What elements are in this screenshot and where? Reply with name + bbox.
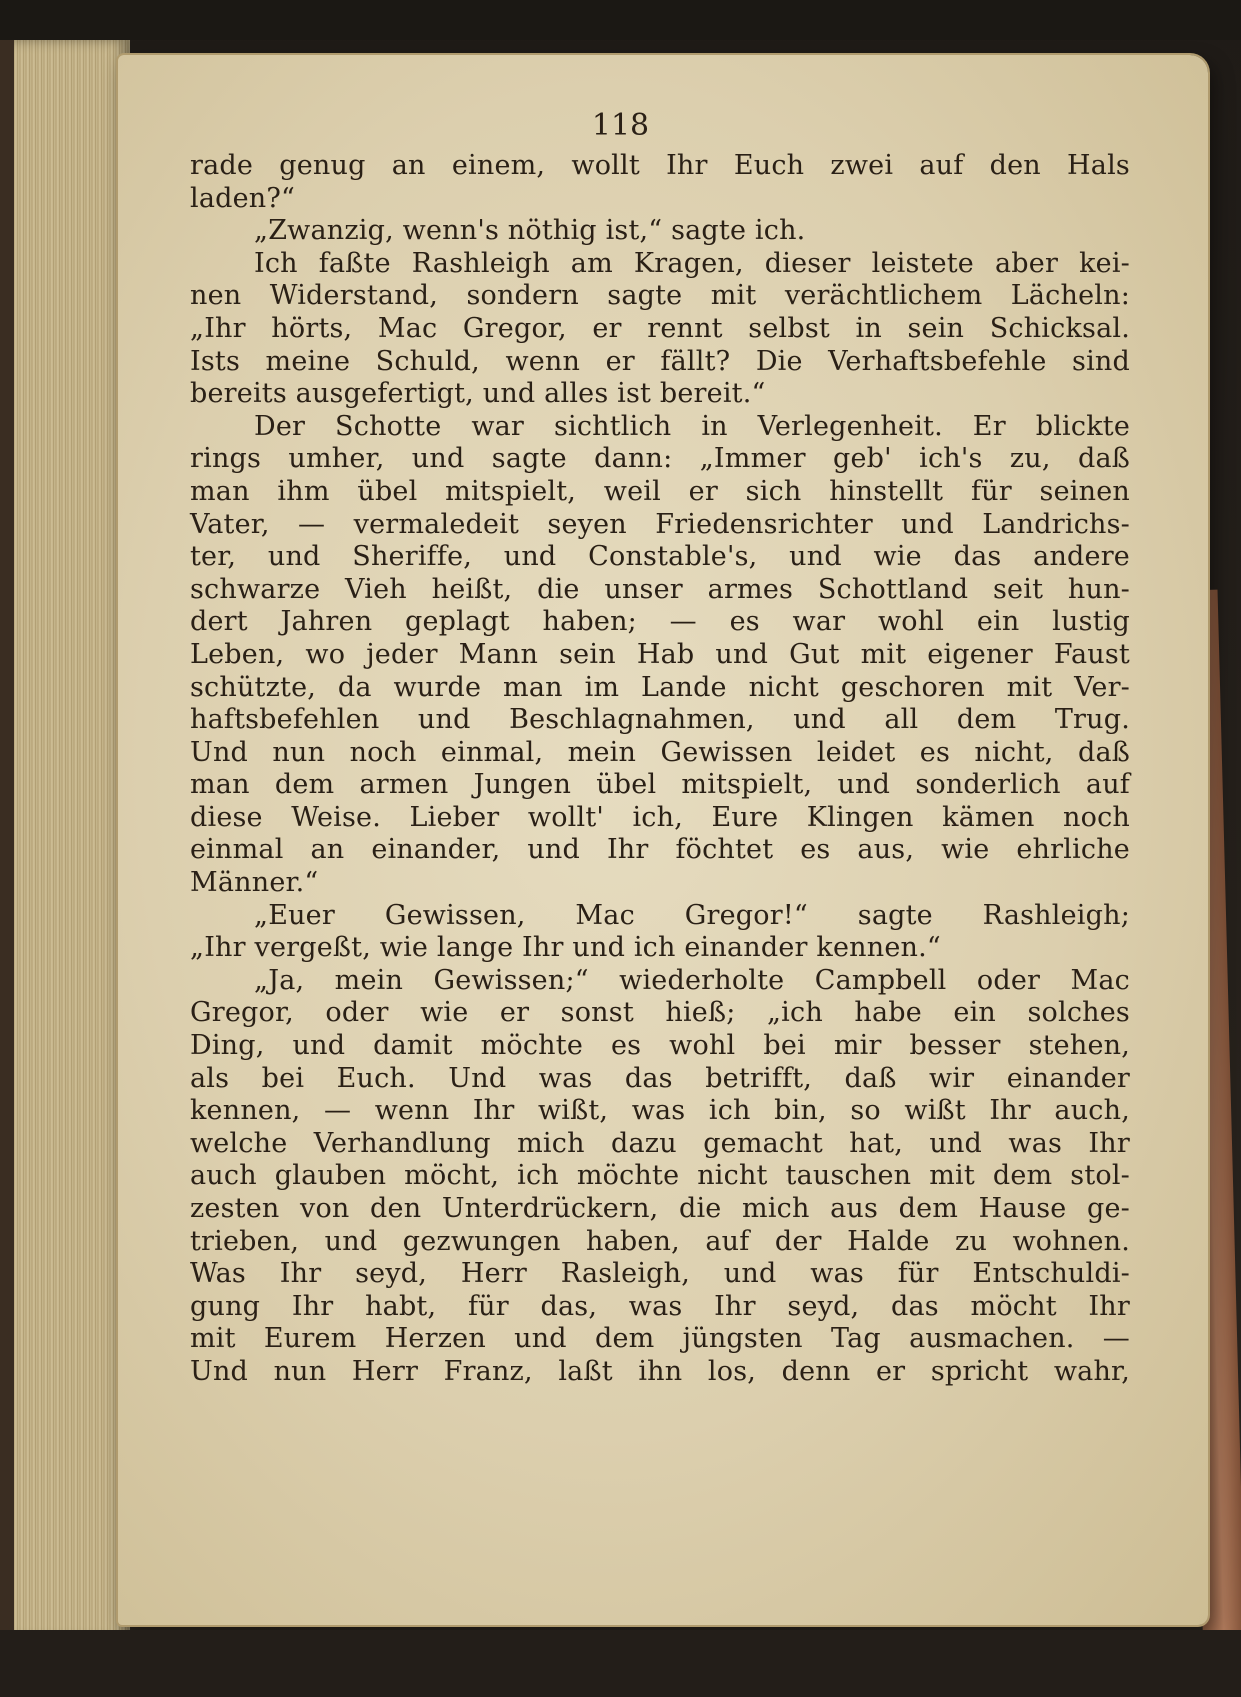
text-line: bereits ausgefertigt, und alles ist bereit.“ — [190, 378, 766, 410]
background-bottom — [0, 1630, 1241, 1697]
text-line: haftsbefehlen und Beschlagnahmen, und all dem Trug. — [190, 704, 1130, 736]
text-line: „Ihr hörts, Mac Gregor, er rennt selbst in sein Schicksal. — [190, 312, 1130, 344]
text-line: Leben, wo jeder Mann sein Hab und Gut mit eigener Faust — [190, 638, 1130, 670]
page-edges — [0, 40, 130, 1640]
text-line: gung Ihr habt, für das, was Ihr seyd, das möcht Ihr — [190, 1290, 1130, 1322]
text-line: rings umher, und sagte dann: „Immer geb' ich's zu, daß — [190, 443, 1130, 475]
text-line: einmal an einander, und Ihr föchtet es aus, wie ehrliche — [190, 834, 1130, 866]
text-line: schwarze Vieh heißt, die unser armes Schottland seit hun- — [190, 573, 1130, 605]
text-line: laden?“ — [190, 182, 296, 214]
background-top — [0, 0, 1241, 40]
page-text — [190, 150, 1130, 1389]
text-line: Was Ihr seyd, Herr Rasleigh, und was für Entschuldi- — [190, 1258, 1130, 1290]
text-line: als bei Euch. Und was das betrifft, daß wir einander — [190, 1062, 1130, 1094]
text-line: „Zwanzig, wenn's nöthig ist,“ sagte ich. — [254, 215, 806, 247]
text-line: Der Schotte war sichtlich in Verlegenheit. Er blickte — [254, 410, 1130, 442]
text-line: Ding, und damit möchte es wohl bei mir besser stehen, — [190, 1030, 1130, 1062]
text-line: Und nun Herr Franz, laßt ihn los, denn er spricht wahr, — [190, 1355, 1130, 1387]
text-line: welche Verhandlung mich dazu gemacht hat, und was Ihr — [190, 1127, 1130, 1159]
text-line: man dem armen Jungen übel mitspielt, und sonderlich auf — [190, 769, 1130, 801]
text-line: ter, und Sheriffe, und Constable's, und wie das andere — [190, 541, 1130, 573]
text-line: auch glauben möcht, ich möchte nicht tauschen mit dem stol- — [190, 1160, 1130, 1192]
text-line: dert Jahren geplagt haben; — es war wohl ein lustig — [190, 606, 1130, 638]
text-line: „Ja, mein Gewissen;“ wiederholte Campbell oder Mac — [254, 964, 1130, 996]
text-line: nen Widerstand, sondern sagte mit verächtlichem Lächeln: — [190, 280, 1130, 312]
text-line: Ich faßte Rashleigh am Kragen, dieser leistete aber kei- — [254, 247, 1130, 279]
text-line: „Euer Gewissen, Mac Gregor!“ sagte Rashleigh; — [254, 899, 1130, 931]
text-line: „Ihr vergeßt, wie lange Ihr und ich einander kennen.“ — [190, 932, 941, 964]
page-number: 118 — [591, 108, 650, 143]
text-line: mit Eurem Herzen und dem jüngsten Tag ausmachen. — — [190, 1323, 1130, 1355]
text-line: Und nun noch einmal, mein Gewissen leidet es nicht, daß — [190, 736, 1130, 768]
text-line: trieben, und gezwungen haben, auf der Halde zu wohnen. — [190, 1225, 1130, 1257]
text-line: Vater, — vermaledeit seyen Friedensrichter und Landrichs- — [190, 508, 1130, 540]
text-line: schützte, da wurde man im Lande nicht geschoren mit Ver- — [190, 671, 1130, 703]
text-line: diese Weise. Lieber wollt' ich, Eure Klingen kämen noch — [190, 801, 1130, 833]
text-line: Männer.“ — [190, 867, 319, 899]
text-line: man ihm übel mitspielt, weil er sich hinstellt für seinen — [190, 475, 1130, 507]
text-line: rade genug an einem, wollt Ihr Euch zwei auf den Hals — [190, 150, 1130, 181]
text-line: Ists meine Schuld, wenn er fällt? Die Verhaftsbefehle sind — [190, 345, 1130, 377]
text-line: Gregor, oder wie er sonst hieß; „ich habe ein solches — [190, 997, 1130, 1029]
book-cover-edge — [0, 40, 14, 1650]
text-line: zesten von den Unterdrückern, die mich aus dem Hause ge- — [190, 1193, 1130, 1224]
text-line: kennen, — wenn Ihr wißt, was ich bin, so wißt Ihr auch, — [190, 1095, 1130, 1127]
